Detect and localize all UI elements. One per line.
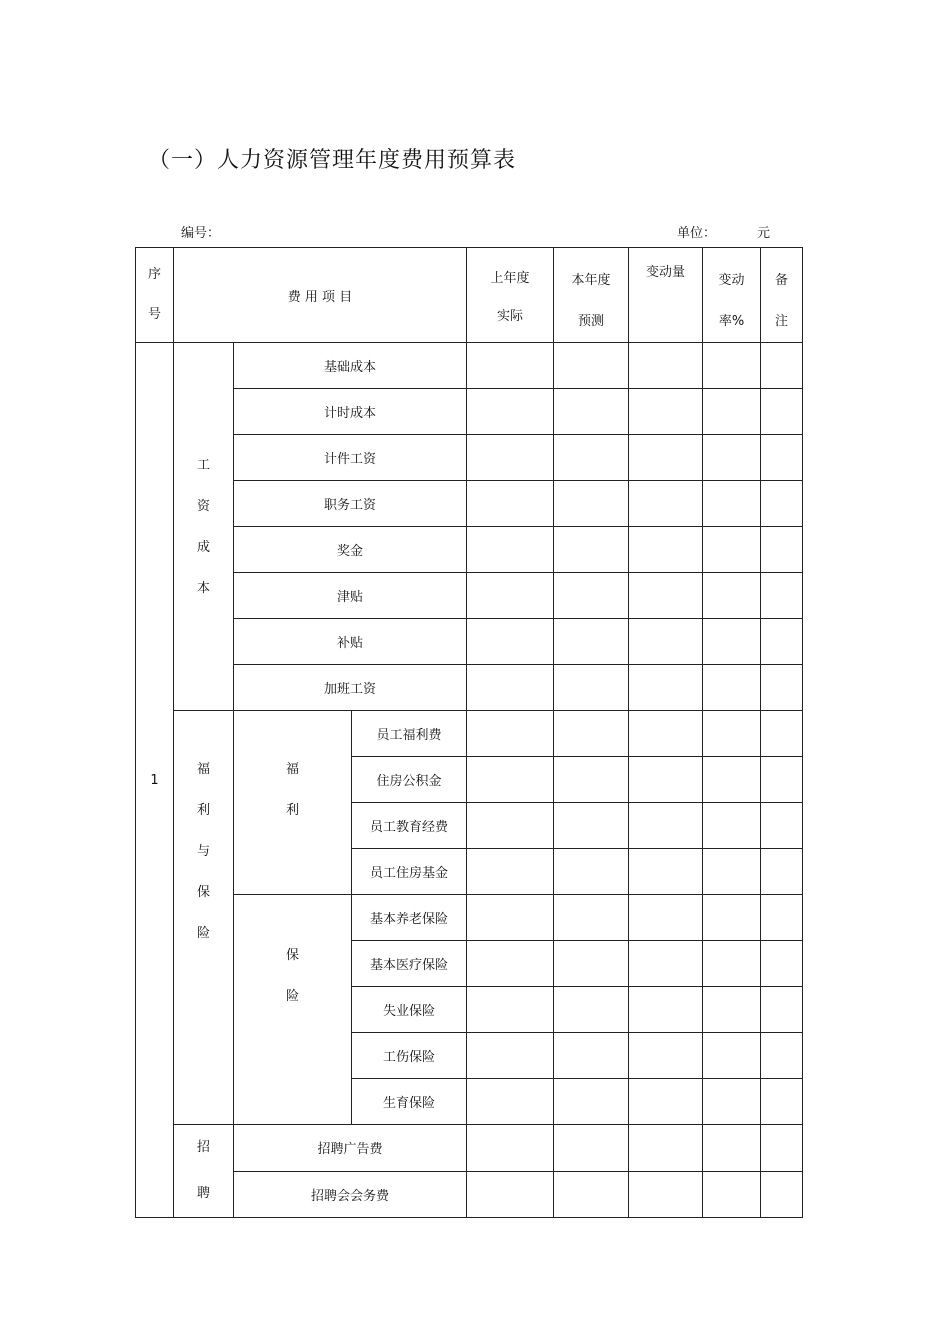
input-cell[interactable]: [554, 343, 629, 389]
input-cell[interactable]: [703, 435, 761, 481]
input-cell[interactable]: [703, 665, 761, 711]
input-cell[interactable]: [761, 941, 803, 987]
input-cell[interactable]: [467, 757, 554, 803]
item-label: 员工教育经费: [352, 803, 467, 849]
input-cell[interactable]: [761, 711, 803, 757]
input-cell[interactable]: [554, 573, 629, 619]
input-cell[interactable]: [761, 389, 803, 435]
input-cell[interactable]: [467, 1125, 554, 1172]
welfare-insurance-label: 福 利 与 保 险: [174, 711, 234, 1125]
insurance-label: 保 险: [234, 895, 352, 1125]
input-cell[interactable]: [629, 711, 703, 757]
input-cell[interactable]: [554, 527, 629, 573]
seq-cell: 1: [136, 343, 174, 1218]
input-cell[interactable]: [467, 1171, 554, 1218]
input-cell[interactable]: [761, 803, 803, 849]
input-cell[interactable]: [467, 849, 554, 895]
item-label: 住房公积金: [352, 757, 467, 803]
item-label: 招聘广告费: [234, 1125, 467, 1172]
header-item: 费 用 项 目: [174, 248, 467, 343]
input-cell[interactable]: [554, 619, 629, 665]
item-label: 职务工资: [234, 481, 467, 527]
input-cell[interactable]: [629, 619, 703, 665]
item-label: 加班工资: [234, 665, 467, 711]
input-cell[interactable]: [761, 1079, 803, 1125]
input-cell[interactable]: [703, 711, 761, 757]
item-label: 失业保险: [352, 987, 467, 1033]
unit-label: 单位：: [677, 226, 717, 241]
input-cell[interactable]: [629, 435, 703, 481]
table-row: [136, 895, 803, 941]
table-row: [136, 1171, 803, 1218]
input-cell[interactable]: [629, 941, 703, 987]
input-cell[interactable]: [703, 1033, 761, 1079]
input-cell[interactable]: [761, 343, 803, 389]
input-cell[interactable]: [629, 849, 703, 895]
table-row: [136, 527, 803, 573]
input-cell[interactable]: [761, 849, 803, 895]
item-label: 基础成本: [234, 343, 467, 389]
input-cell[interactable]: [467, 527, 554, 573]
input-cell[interactable]: [629, 1033, 703, 1079]
table-row: [136, 343, 803, 389]
header-row: [136, 248, 803, 343]
table-row: [136, 711, 803, 757]
input-cell[interactable]: [629, 527, 703, 573]
input-cell[interactable]: [467, 573, 554, 619]
header-seq: 序 号: [136, 248, 174, 343]
input-cell[interactable]: [703, 573, 761, 619]
table-row: [136, 481, 803, 527]
input-cell[interactable]: [703, 757, 761, 803]
header-remark: 备 注: [761, 248, 803, 343]
input-cell[interactable]: [761, 1171, 803, 1218]
input-cell[interactable]: [703, 1171, 761, 1218]
input-cell[interactable]: [554, 849, 629, 895]
input-cell[interactable]: [761, 1033, 803, 1079]
input-cell[interactable]: [761, 573, 803, 619]
input-cell[interactable]: [761, 1125, 803, 1172]
input-cell[interactable]: [629, 895, 703, 941]
table-row: [136, 435, 803, 481]
header-prev-actual: 上年度 实际: [467, 248, 554, 343]
item-label: 员工福利费: [352, 711, 467, 757]
input-cell[interactable]: [554, 941, 629, 987]
input-cell[interactable]: [761, 619, 803, 665]
input-cell[interactable]: [703, 803, 761, 849]
input-cell[interactable]: [467, 1079, 554, 1125]
item-label: 计时成本: [234, 389, 467, 435]
table-row: [136, 619, 803, 665]
input-cell[interactable]: [467, 481, 554, 527]
item-label: 计件工资: [234, 435, 467, 481]
header-this-forecast: 本年度 预测: [554, 248, 629, 343]
input-cell[interactable]: [629, 1171, 703, 1218]
input-cell[interactable]: [554, 757, 629, 803]
input-cell[interactable]: [554, 711, 629, 757]
input-cell[interactable]: [703, 389, 761, 435]
item-label: 基本养老保险: [352, 895, 467, 941]
input-cell[interactable]: [629, 573, 703, 619]
input-cell[interactable]: [761, 895, 803, 941]
input-cell[interactable]: [703, 619, 761, 665]
input-cell[interactable]: [703, 895, 761, 941]
input-cell[interactable]: [761, 987, 803, 1033]
input-cell[interactable]: [761, 527, 803, 573]
input-cell[interactable]: [629, 389, 703, 435]
welfare-label: 福 利: [234, 711, 352, 895]
input-cell[interactable]: [554, 1079, 629, 1125]
input-cell[interactable]: [761, 435, 803, 481]
item-label: 基本医疗保险: [352, 941, 467, 987]
input-cell[interactable]: [629, 1079, 703, 1125]
document-title: （一）人力资源管理年度费用预算表: [148, 148, 517, 173]
input-cell[interactable]: [629, 343, 703, 389]
input-cell[interactable]: [467, 711, 554, 757]
input-cell[interactable]: [703, 343, 761, 389]
input-cell[interactable]: [629, 987, 703, 1033]
input-cell[interactable]: [467, 619, 554, 665]
input-cell[interactable]: [629, 481, 703, 527]
input-cell[interactable]: [761, 481, 803, 527]
recruitment-label: 招 聘: [174, 1125, 234, 1218]
input-cell[interactable]: [467, 895, 554, 941]
input-cell[interactable]: [629, 665, 703, 711]
input-cell[interactable]: [554, 895, 629, 941]
input-cell[interactable]: [761, 665, 803, 711]
item-label: 奖金: [234, 527, 467, 573]
input-cell[interactable]: [467, 941, 554, 987]
input-cell[interactable]: [554, 1171, 629, 1218]
input-cell[interactable]: [703, 1079, 761, 1125]
wage-cost-label: 工 资 成 本: [174, 343, 234, 711]
table-row: [136, 1125, 803, 1172]
input-cell[interactable]: [554, 1125, 629, 1172]
number-label: 编号：: [181, 226, 221, 241]
header-change-amount: 变动量: [629, 248, 703, 343]
input-cell[interactable]: [703, 941, 761, 987]
input-cell[interactable]: [467, 1033, 554, 1079]
input-cell[interactable]: [554, 803, 629, 849]
input-cell[interactable]: [554, 389, 629, 435]
input-cell[interactable]: [467, 803, 554, 849]
input-cell[interactable]: [554, 987, 629, 1033]
input-cell[interactable]: [629, 803, 703, 849]
input-cell[interactable]: [761, 757, 803, 803]
item-label: 补贴: [234, 619, 467, 665]
input-cell[interactable]: [629, 757, 703, 803]
item-label: 招聘会会务费: [234, 1171, 467, 1218]
budget-table: [135, 247, 803, 1218]
input-cell[interactable]: [703, 1125, 761, 1172]
input-cell[interactable]: [467, 987, 554, 1033]
input-cell[interactable]: [467, 435, 554, 481]
item-label: 工伤保险: [352, 1033, 467, 1079]
table-row: [136, 665, 803, 711]
input-cell[interactable]: [467, 343, 554, 389]
header-change-rate: 变动 率%: [703, 248, 761, 343]
item-label: 员工住房基金: [352, 849, 467, 895]
input-cell[interactable]: [554, 481, 629, 527]
input-cell[interactable]: [629, 1125, 703, 1172]
input-cell[interactable]: [554, 1033, 629, 1079]
table-row: [136, 389, 803, 435]
item-label: 津贴: [234, 573, 467, 619]
unit-value: 元: [757, 226, 771, 241]
input-cell[interactable]: [703, 527, 761, 573]
input-cell[interactable]: [554, 435, 629, 481]
item-label: 生育保险: [352, 1079, 467, 1125]
input-cell[interactable]: [554, 665, 629, 711]
table-row: [136, 573, 803, 619]
input-cell[interactable]: [703, 481, 761, 527]
input-cell[interactable]: [703, 849, 761, 895]
input-cell[interactable]: [467, 665, 554, 711]
input-cell[interactable]: [467, 389, 554, 435]
input-cell[interactable]: [703, 987, 761, 1033]
